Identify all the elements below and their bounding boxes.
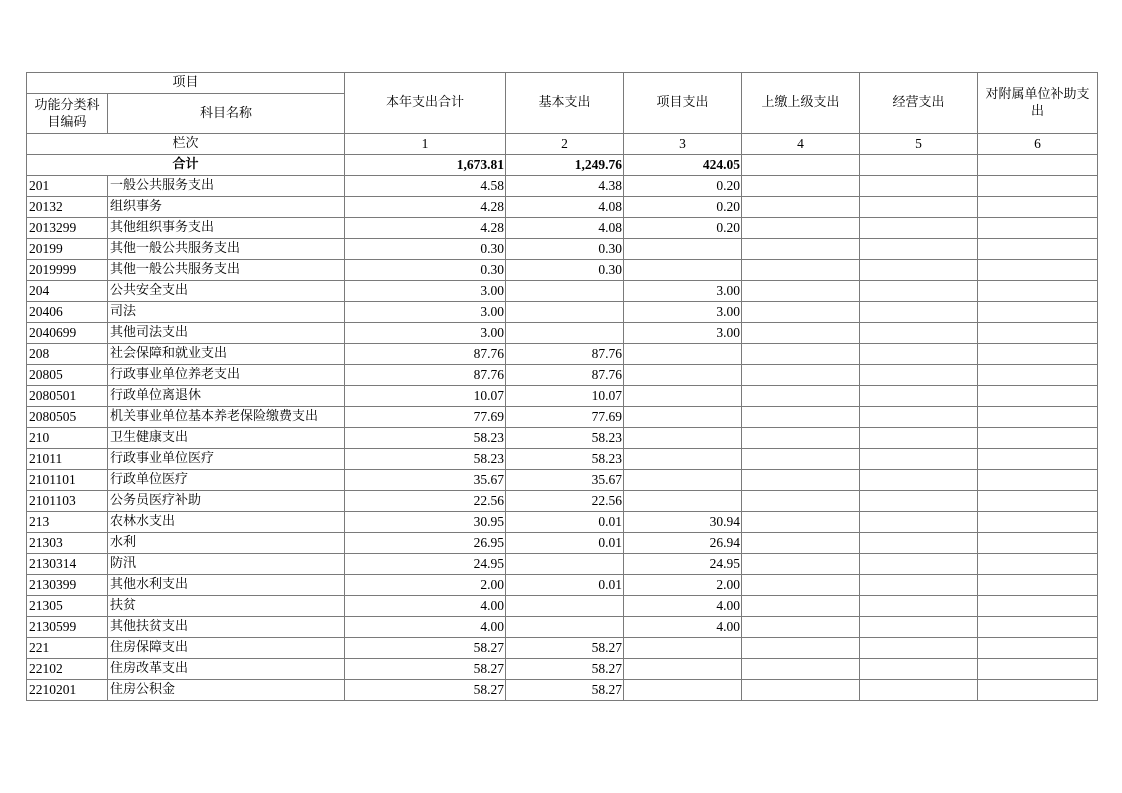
upper-value-cell (742, 281, 860, 302)
business-value-cell (860, 365, 978, 386)
project-value-cell (624, 449, 742, 470)
basic-value-cell: 4.38 (506, 176, 624, 197)
subsidy-value-cell (978, 386, 1098, 407)
project-value-cell (624, 386, 742, 407)
name-header: 科目名称 (108, 94, 345, 134)
total-subsidy-value (978, 155, 1098, 176)
subject-code-cell: 204 (27, 281, 108, 302)
subject-code-cell: 20199 (27, 239, 108, 260)
project-value-cell (624, 365, 742, 386)
total-value-cell: 2.00 (345, 575, 506, 596)
business-value-cell (860, 344, 978, 365)
business-value-cell (860, 176, 978, 197)
table-row (27, 470, 1098, 491)
subject-code-cell: 2013299 (27, 218, 108, 239)
total-value-cell: 26.95 (345, 533, 506, 554)
subject-code-cell: 221 (27, 638, 108, 659)
upper-value-cell (742, 176, 860, 197)
project-value-cell: 4.00 (624, 596, 742, 617)
project-value-cell: 0.20 (624, 176, 742, 197)
business-value-cell (860, 659, 978, 680)
subject-name-cell: 司法 (108, 302, 345, 323)
subject-name-cell: 防汛 (108, 554, 345, 575)
column-index-number: 5 (860, 134, 978, 155)
upper-value-cell (742, 365, 860, 386)
table-row (27, 323, 1098, 344)
table-row (27, 638, 1098, 659)
subject-name-cell: 其他组织事务支出 (108, 218, 345, 239)
project-value-cell: 0.20 (624, 218, 742, 239)
subject-name-cell: 农林水支出 (108, 512, 345, 533)
subsidy-value-cell (978, 260, 1098, 281)
total-value-cell: 58.27 (345, 659, 506, 680)
total-value-cell: 0.30 (345, 260, 506, 281)
upper-value-cell (742, 596, 860, 617)
project-expenditure-header: 项目支出 (624, 73, 742, 134)
item-header: 项目 (27, 73, 345, 94)
business-value-cell (860, 386, 978, 407)
table-row (27, 596, 1098, 617)
subsidy-value-cell (978, 533, 1098, 554)
business-value-cell (860, 491, 978, 512)
basic-value-cell (506, 323, 624, 344)
subject-name-cell: 机关事业单位基本养老保险缴费支出 (108, 407, 345, 428)
column-index-number: 3 (624, 134, 742, 155)
project-value-cell: 26.94 (624, 533, 742, 554)
table-row (27, 407, 1098, 428)
upper-value-cell (742, 512, 860, 533)
basic-value-cell (506, 302, 624, 323)
total-label: 合计 (27, 155, 345, 176)
basic-value-cell (506, 617, 624, 638)
total-value-cell: 58.27 (345, 680, 506, 701)
total-value-cell: 4.28 (345, 197, 506, 218)
business-value-cell (860, 680, 978, 701)
business-value-cell (860, 470, 978, 491)
subsidy-value-cell (978, 365, 1098, 386)
upper-value-cell (742, 554, 860, 575)
project-value-cell: 30.94 (624, 512, 742, 533)
table-row (27, 491, 1098, 512)
basic-value-cell: 0.01 (506, 512, 624, 533)
business-value-cell (860, 302, 978, 323)
subsidy-value-cell (978, 680, 1098, 701)
subject-name-cell: 扶贫 (108, 596, 345, 617)
total-value-cell: 24.95 (345, 554, 506, 575)
subject-name-cell: 卫生健康支出 (108, 428, 345, 449)
subject-name-cell: 水利 (108, 533, 345, 554)
basic-value-cell: 58.27 (506, 659, 624, 680)
total-value-cell: 58.23 (345, 428, 506, 449)
table-row (27, 197, 1098, 218)
subject-name-cell: 行政单位离退休 (108, 386, 345, 407)
upper-value-cell (742, 218, 860, 239)
subject-code-cell: 2130399 (27, 575, 108, 596)
table-row (27, 428, 1098, 449)
subject-code-cell: 210 (27, 428, 108, 449)
basic-value-cell: 58.23 (506, 449, 624, 470)
subject-name-cell: 公共安全支出 (108, 281, 345, 302)
subject-name-cell: 其他一般公共服务支出 (108, 239, 345, 260)
basic-value-cell: 22.56 (506, 491, 624, 512)
subject-code-cell: 213 (27, 512, 108, 533)
subject-code-cell: 201 (27, 176, 108, 197)
business-value-cell (860, 596, 978, 617)
expenditure-table (26, 72, 1098, 701)
basic-value-cell (506, 554, 624, 575)
total-value-cell: 4.28 (345, 218, 506, 239)
upper-value-cell (742, 575, 860, 596)
column-index-number: 4 (742, 134, 860, 155)
upper-value-cell (742, 197, 860, 218)
table-row (27, 386, 1098, 407)
subject-name-cell: 组织事务 (108, 197, 345, 218)
upper-value-cell (742, 449, 860, 470)
total-project-value: 424.05 (624, 155, 742, 176)
business-value-cell (860, 239, 978, 260)
table-row (27, 176, 1098, 197)
total-value-cell: 4.58 (345, 176, 506, 197)
subsidy-value-cell (978, 428, 1098, 449)
project-value-cell (624, 470, 742, 491)
total-expenditure-header: 本年支出合计 (345, 73, 506, 134)
project-value-cell (624, 428, 742, 449)
upper-value-cell (742, 239, 860, 260)
subsidy-value-cell (978, 344, 1098, 365)
table-row (27, 449, 1098, 470)
business-value-cell (860, 533, 978, 554)
subsidy-value-cell (978, 449, 1098, 470)
subject-code-cell: 2080505 (27, 407, 108, 428)
subject-name-cell: 住房改革支出 (108, 659, 345, 680)
business-value-cell (860, 449, 978, 470)
project-value-cell: 2.00 (624, 575, 742, 596)
total-value-cell: 3.00 (345, 323, 506, 344)
subject-code-cell: 20406 (27, 302, 108, 323)
project-value-cell (624, 260, 742, 281)
upper-value-cell (742, 302, 860, 323)
total-value-cell: 87.76 (345, 344, 506, 365)
subsidy-value-cell (978, 638, 1098, 659)
basic-value-cell: 0.30 (506, 239, 624, 260)
upper-value-cell (742, 386, 860, 407)
business-value-cell (860, 575, 978, 596)
upper-value-cell (742, 428, 860, 449)
basic-value-cell: 4.08 (506, 197, 624, 218)
subsidy-value-cell (978, 617, 1098, 638)
upper-value-cell (742, 491, 860, 512)
total-value-cell: 58.27 (345, 638, 506, 659)
column-index-label: 栏次 (27, 134, 345, 155)
project-value-cell: 3.00 (624, 323, 742, 344)
total-value-cell: 87.76 (345, 365, 506, 386)
subsidy-value-cell (978, 491, 1098, 512)
upper-value-cell (742, 344, 860, 365)
subject-code-cell: 2130314 (27, 554, 108, 575)
subsidy-value-cell (978, 218, 1098, 239)
subsidy-value-cell (978, 659, 1098, 680)
business-value-cell (860, 407, 978, 428)
table-row (27, 302, 1098, 323)
project-value-cell (624, 680, 742, 701)
subject-code-cell: 2040699 (27, 323, 108, 344)
project-value-cell: 3.00 (624, 281, 742, 302)
subject-name-cell: 社会保障和就业支出 (108, 344, 345, 365)
table-row (27, 617, 1098, 638)
basic-value-cell (506, 281, 624, 302)
table-row (27, 365, 1098, 386)
total-value-cell: 4.00 (345, 596, 506, 617)
subject-code-cell: 2130599 (27, 617, 108, 638)
basic-value-cell: 0.30 (506, 260, 624, 281)
total-value-cell: 4.00 (345, 617, 506, 638)
business-expenditure-header: 经营支出 (860, 73, 978, 134)
upper-value-cell (742, 260, 860, 281)
basic-value-cell: 87.76 (506, 344, 624, 365)
subject-name-cell: 行政单位医疗 (108, 470, 345, 491)
subject-code-cell: 2101103 (27, 491, 108, 512)
project-value-cell: 0.20 (624, 197, 742, 218)
subject-name-cell: 其他司法支出 (108, 323, 345, 344)
upper-value-cell (742, 617, 860, 638)
business-value-cell (860, 512, 978, 533)
business-value-cell (860, 281, 978, 302)
upper-value-cell (742, 638, 860, 659)
business-value-cell (860, 554, 978, 575)
subject-name-cell: 一般公共服务支出 (108, 176, 345, 197)
project-value-cell: 3.00 (624, 302, 742, 323)
table-row (27, 533, 1098, 554)
upper-value-cell (742, 533, 860, 554)
subsidy-value-cell (978, 302, 1098, 323)
table-row (27, 218, 1098, 239)
subject-name-cell: 其他一般公共服务支出 (108, 260, 345, 281)
basic-value-cell: 35.67 (506, 470, 624, 491)
basic-value-cell: 87.76 (506, 365, 624, 386)
business-value-cell (860, 638, 978, 659)
business-value-cell (860, 218, 978, 239)
subject-code-cell: 21303 (27, 533, 108, 554)
total-value-cell: 35.67 (345, 470, 506, 491)
project-value-cell (624, 239, 742, 260)
table-row (27, 575, 1098, 596)
business-value-cell (860, 428, 978, 449)
subsidy-value-cell (978, 554, 1098, 575)
subsidy-value-cell (978, 512, 1098, 533)
subject-code-cell: 208 (27, 344, 108, 365)
total-total-value: 1,673.81 (345, 155, 506, 176)
subject-name-cell: 公务员医疗补助 (108, 491, 345, 512)
total-value-cell: 77.69 (345, 407, 506, 428)
subsidy-value-cell (978, 239, 1098, 260)
project-value-cell (624, 659, 742, 680)
total-basic-value: 1,249.76 (506, 155, 624, 176)
subject-code-cell: 2019999 (27, 260, 108, 281)
subsidy-value-cell (978, 470, 1098, 491)
subject-name-cell: 其他扶贫支出 (108, 617, 345, 638)
basic-value-cell: 4.08 (506, 218, 624, 239)
subject-code-cell: 21305 (27, 596, 108, 617)
subject-code-cell: 2101101 (27, 470, 108, 491)
business-value-cell (860, 260, 978, 281)
project-value-cell: 4.00 (624, 617, 742, 638)
basic-value-cell: 58.23 (506, 428, 624, 449)
project-value-cell: 24.95 (624, 554, 742, 575)
code-header: 功能分类科目编码 (27, 94, 108, 134)
basic-value-cell: 10.07 (506, 386, 624, 407)
subject-code-cell: 22102 (27, 659, 108, 680)
upper-value-cell (742, 470, 860, 491)
table-row (27, 512, 1098, 533)
subject-name-cell: 住房保障支出 (108, 638, 345, 659)
total-upper-value (742, 155, 860, 176)
basic-value-cell (506, 596, 624, 617)
project-value-cell (624, 638, 742, 659)
project-value-cell (624, 344, 742, 365)
subject-name-cell: 行政事业单位养老支出 (108, 365, 345, 386)
header-row-1 (27, 73, 1098, 94)
subsidy-value-cell (978, 281, 1098, 302)
column-index-number: 1 (345, 134, 506, 155)
upper-level-expenditure-header: 上缴上级支出 (742, 73, 860, 134)
total-value-cell: 30.95 (345, 512, 506, 533)
total-business-value (860, 155, 978, 176)
column-index-number: 6 (978, 134, 1098, 155)
subject-name-cell: 行政事业单位医疗 (108, 449, 345, 470)
table-row (27, 344, 1098, 365)
upper-value-cell (742, 659, 860, 680)
subsidy-value-cell (978, 596, 1098, 617)
table-row (27, 680, 1098, 701)
basic-value-cell: 58.27 (506, 638, 624, 659)
table-row (27, 554, 1098, 575)
basic-expenditure-header: 基本支出 (506, 73, 624, 134)
table-row (27, 659, 1098, 680)
table-row (27, 260, 1098, 281)
table-row (27, 281, 1098, 302)
subject-name-cell: 其他水利支出 (108, 575, 345, 596)
subsidy-value-cell (978, 407, 1098, 428)
total-value-cell: 3.00 (345, 281, 506, 302)
upper-value-cell (742, 680, 860, 701)
table-row (27, 239, 1098, 260)
column-index-row (27, 134, 1098, 155)
subsidy-value-cell (978, 575, 1098, 596)
project-value-cell (624, 491, 742, 512)
business-value-cell (860, 197, 978, 218)
total-row (27, 155, 1098, 176)
subject-code-cell: 20805 (27, 365, 108, 386)
subject-name-cell: 住房公积金 (108, 680, 345, 701)
total-value-cell: 22.56 (345, 491, 506, 512)
subsidy-expenditure-header: 对附属单位补助支出 (978, 73, 1098, 134)
subject-code-cell: 2080501 (27, 386, 108, 407)
subject-code-cell: 20132 (27, 197, 108, 218)
project-value-cell (624, 407, 742, 428)
total-value-cell: 3.00 (345, 302, 506, 323)
total-value-cell: 58.23 (345, 449, 506, 470)
subsidy-value-cell (978, 197, 1098, 218)
basic-value-cell: 0.01 (506, 533, 624, 554)
subject-code-cell: 2210201 (27, 680, 108, 701)
subject-code-cell: 21011 (27, 449, 108, 470)
business-value-cell (860, 323, 978, 344)
basic-value-cell: 58.27 (506, 680, 624, 701)
column-index-number: 2 (506, 134, 624, 155)
total-value-cell: 10.07 (345, 386, 506, 407)
basic-value-cell: 77.69 (506, 407, 624, 428)
upper-value-cell (742, 323, 860, 344)
business-value-cell (860, 617, 978, 638)
basic-value-cell: 0.01 (506, 575, 624, 596)
total-value-cell: 0.30 (345, 239, 506, 260)
upper-value-cell (742, 407, 860, 428)
subsidy-value-cell (978, 323, 1098, 344)
subsidy-value-cell (978, 176, 1098, 197)
